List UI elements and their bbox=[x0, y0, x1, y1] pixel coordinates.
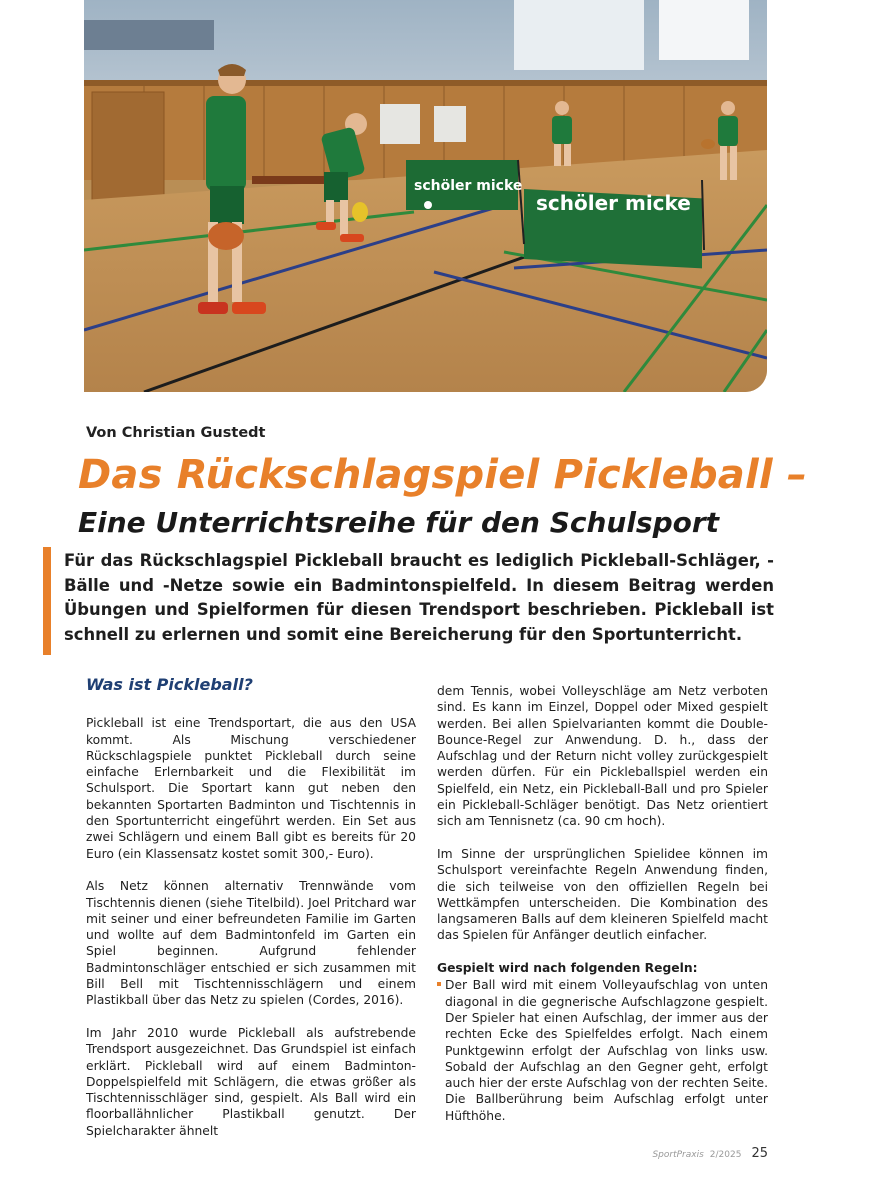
body-paragraph: dem Tennis, wobei Volleyschläge am Netz verboten sind. Es kann im Einzel, Doppel oder Mixed gespielt werden. Bei allen Spielvarianten kommt die Double-Bounce-Regel zur Anwendung. D. h., dass der Aufschlag und der Return nicht volley zurückgespielt werden dürfen. Für ein Pickleballspiel werden ein Spielfeld, ein Netz, ein Pickleball-Ball und pro Spieler ein Pickleball-Schläger benötigt. Das Netz orientiert sich am Tennisnetz (ca. 90 cm hoch). bbox=[437, 684, 768, 829]
lead-paragraph: Für das Rückschlagspiel Pickleball braucht es lediglich Pickleball-Schläger, -Bälle und -Netze sowie ein Badmintonspielfeld. In diesem Beitrag werden Übungen und Spielformen für diesen Trendsport beschrieben. Pickleball ist schnell zu erlernen und somit eine Bereicherung für den Sportunterricht. bbox=[64, 551, 774, 644]
wall-grille bbox=[84, 20, 214, 50]
section-heading: Was ist Pickleball? bbox=[86, 675, 253, 694]
lead-accent-bar bbox=[43, 547, 51, 655]
hero-photo bbox=[84, 0, 767, 392]
body-paragraph: Im Sinne der ursprünglichen Spielidee können im Schulsport vereinfachte Regeln Anwendung finden, die sich teilweise von den offiziellen Regeln bei Wettkämpfen unterscheiden. Die Kombination des langsameren Balls auf dem kleineren Spielfeld macht das Spielen für Anfänger deutlich einfacher. bbox=[437, 846, 768, 943]
byline: Von Christian Gustedt bbox=[86, 425, 266, 441]
text-column-right bbox=[437, 683, 768, 1124]
window bbox=[659, 0, 749, 60]
rule-text: Der Ball wird mit einem Volleyaufschlag von unten diagonal in die gegnerische Aufschlagzone gespielt. Der Spieler hat einen Aufschlag, der immer aus der rechten Ecke des Spielfeldes erfolgt. Nach einem Punktgewinn erfolgt der Aufschlag von links usw. Sobald der Aufschlag an den Gegner geht, erfolgt auch hier der erste Aufschlag von der rechten Seite. Die Ballberührung beim Aufschlag erfolgt unter Hüfthöhe. bbox=[445, 978, 768, 1123]
article-subtitle: Eine Unterrichtsreihe für den Schulsport bbox=[78, 506, 720, 539]
page-footer bbox=[652, 1146, 768, 1161]
page-number: 25 bbox=[751, 1146, 768, 1161]
rules-heading: Gespielt wird nach folgenden Regeln: bbox=[437, 961, 698, 976]
wall-board bbox=[380, 104, 420, 144]
body-paragraph: Pickleball ist eine Trendsportart, die aus den USA kommt. Als Mischung verschiedener Rückschlagspiele punktet Pickleball durch seine einfache Erlernbarkeit und die Flexibilität im Schulsport. Die Sportart kann gut neben den bekannten Sportarten Badminton und Tischtennis in den Sportunterricht eingeführt werden. Ein Set aus zwei Schlägern und einem Ball gibt es bereits für 20 Euro (ein Klassensatz kostet somit 300,- Euro). bbox=[86, 716, 416, 861]
body-paragraph: Als Netz können alternativ Trennwände vom Tischtennis dienen (siehe Titelbild). Joel Pritchard war mit seiner und einer befreundeten Familie im Garten und wollte auf dem Badmintonfeld im Garten ein Spiel beginnen. Aufgrund fehlender Badmintonschläger entschied er sich zusammen mit Bill Bell mit Tischtennisschlägern und einem Plastikball über das Netz zu spielen (Cordes, 2016). bbox=[86, 879, 416, 1008]
bench bbox=[252, 176, 324, 184]
ball bbox=[424, 201, 432, 209]
rule-list-item bbox=[437, 977, 768, 1124]
bullet-square-icon bbox=[437, 982, 441, 986]
window bbox=[514, 0, 644, 70]
gym-scene-illustration bbox=[84, 0, 767, 392]
wall-board bbox=[434, 106, 466, 142]
net-banner-left-text: schöler micke bbox=[414, 178, 523, 194]
body-paragraph: Im Jahr 2010 wurde Pickleball als aufstrebende Trendsport ausgezeichnet. Das Grundspiel ist einfach erklärt. Pickleball wird auf einem Badminton-Doppelspielfeld mit Schlägern, die etwas größer als Tischtennisschläger sind, gespielt. Als Ball wird ein floorballähnlicher Plastikball genutzt. Der Spielcharakter ähnelt bbox=[86, 1025, 416, 1138]
article-title: Das Rückschlagspiel Pickleball – bbox=[78, 452, 808, 498]
magazine-name: SportPraxis bbox=[652, 1150, 704, 1160]
text-column-left bbox=[86, 675, 416, 1155]
net-banner-right-text: schöler micke bbox=[536, 191, 691, 215]
issue-number: 2/2025 bbox=[709, 1150, 742, 1160]
